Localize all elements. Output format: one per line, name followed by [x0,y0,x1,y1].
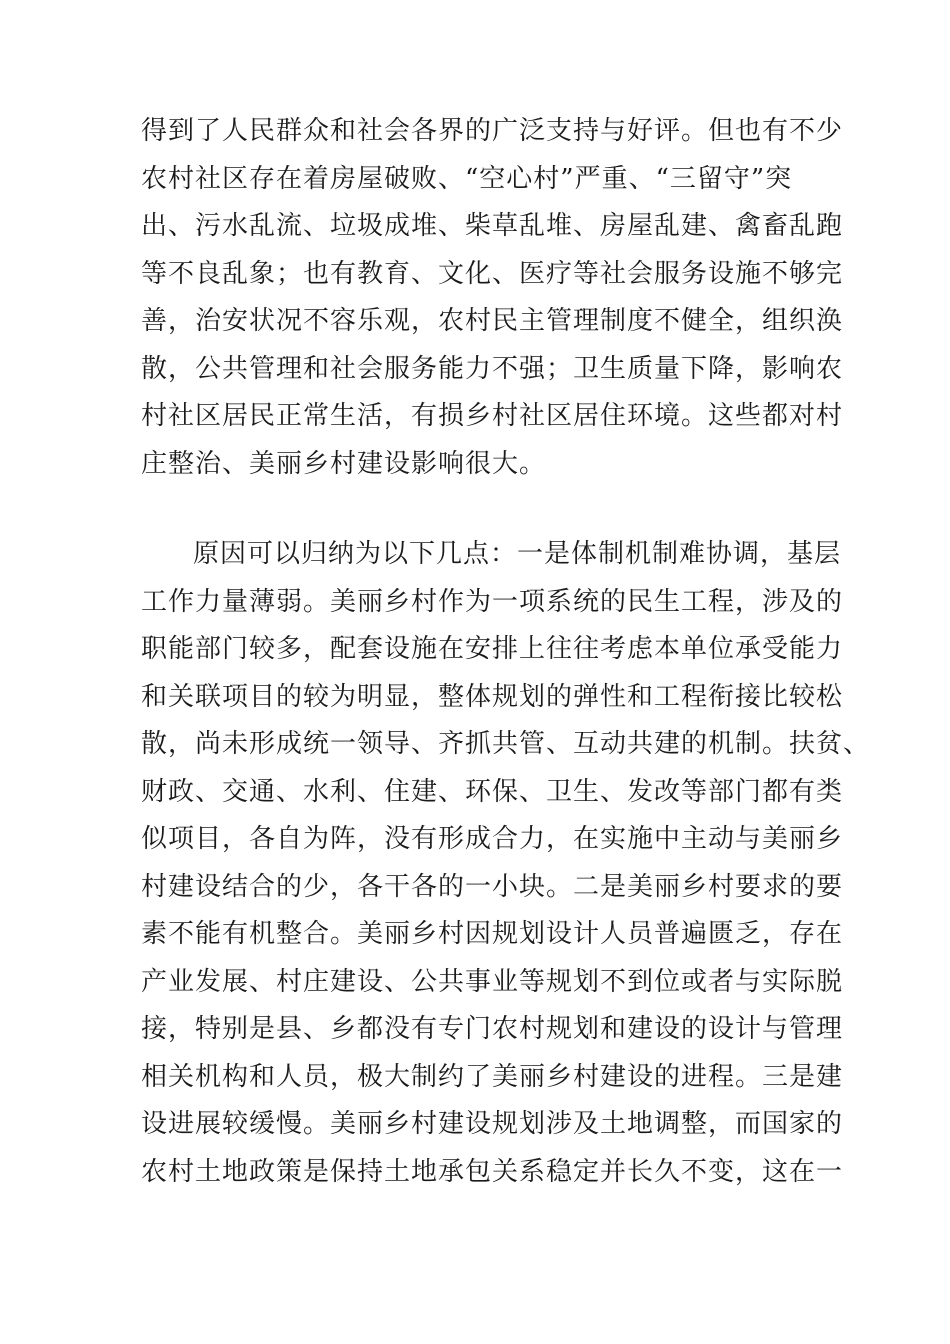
text-line: 出、污水乱流、垃圾成堆、柴草乱堆、房屋乱建、禽畜乱跑 [141,211,844,241]
text-line: 职能部门较多，配套设施在安排上往往考虑本单位承受能力 [141,634,844,664]
text-line: 得到了人民群众和社会各界的广泛支持与好评。但也有不少 [141,116,844,146]
text-line: 产业发展、村庄建设、公共事业等规划不到位或者与实际脱 [141,966,844,997]
text-line: 农村土地政策是保持土地承包关系稳定并长久不变，这在一 [141,1156,844,1187]
paragraph-1 [141,108,843,488]
text-line: 和关联项目的较为明显，整体规划的弹性和工程衔接比较松 [141,681,844,712]
text-line: 原因可以归纳为以下几点：一是体制机制难协调，基层 [193,539,842,569]
text-line: 散，公共管理和社会服务能力不强；卫生质量下降，影响农 [141,353,844,384]
paragraph-2 [141,531,870,1196]
text-line: 等不良乱象；也有教育、文化、医疗等社会服务设施不够完 [141,258,844,289]
text-line: 庄整治、美丽乡村建设影响很大。 [141,448,547,479]
text-line: 村社区居民正常生活，有损乡村社区居住环境。这些都对村 [141,401,844,431]
text-line: 善，治安状况不容乐观，农村民主管理制度不健全，组织涣 [141,306,844,336]
text-line: 设进展较缓慢。美丽乡村建设规划涉及土地调整，而国家的 [141,1109,844,1139]
text-line: 接，特别是县、乡都没有专门农村规划和建设的设计与管理 [141,1014,844,1044]
text-line: 素不能有机整合。美丽乡村因规划设计人员普遍匮乏，存在 [141,919,844,949]
text-line: 工作力量薄弱。美丽乡村作为一项系统的民生工程，涉及的 [141,586,844,617]
text-line: 农村社区存在着房屋破败、“空心村”严重、“三留守”突 [141,163,793,194]
text-line: 相关机构和人员，极大制约了美丽乡村建设的进程。三是建 [141,1061,844,1092]
text-line: 散，尚未形成统一领导、齐抓共管、互动共建的机制。扶贫、 [141,729,871,759]
text-line: 似项目，各自为阵，没有形成合力，在实施中主动与美丽乡 [141,824,844,854]
text-line: 财政、交通、水利、住建、环保、卫生、发改等部门都有类 [141,776,844,807]
text-line: 村建设结合的少，各干各的一小块。二是美丽乡村要求的要 [141,871,844,902]
